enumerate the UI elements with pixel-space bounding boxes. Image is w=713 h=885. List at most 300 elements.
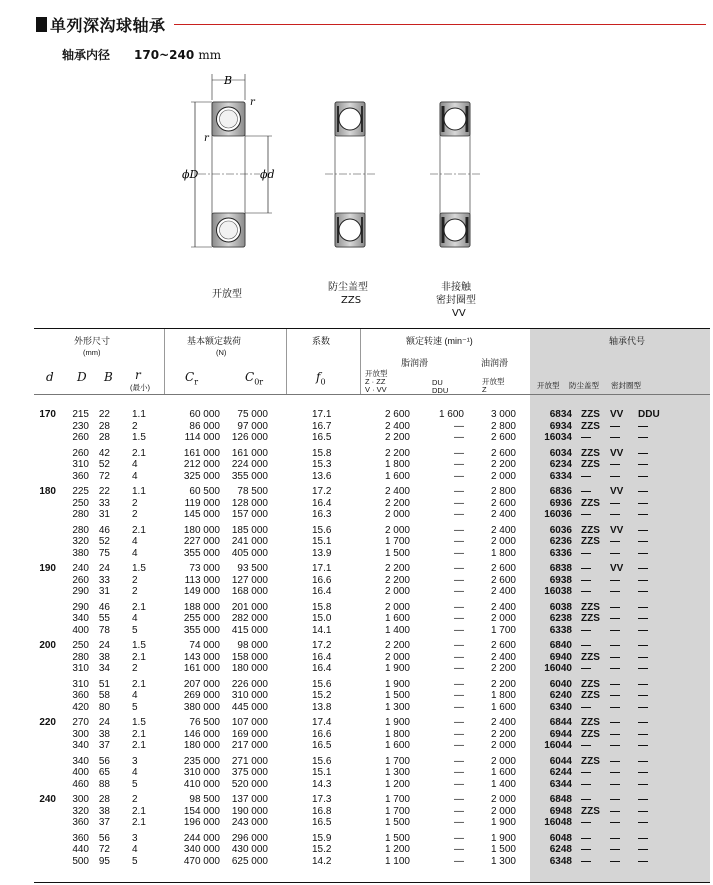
row-vv: VV	[610, 563, 624, 574]
header-factor: 系数	[312, 336, 331, 346]
row-Cr: 244 000	[183, 832, 220, 844]
header-f0: $f_0$	[316, 370, 326, 387]
row-grease-ddu: —	[454, 844, 464, 855]
row-code: 6938	[549, 574, 572, 586]
row-grease-open: 2 200	[384, 563, 410, 574]
row-B: 42	[98, 447, 110, 459]
row-oil: 2 000	[490, 536, 516, 547]
row-grease-ddu: —	[454, 728, 464, 740]
table-row	[34, 471, 710, 483]
header-load-unit: (N)	[216, 348, 227, 357]
row-B: 95	[98, 855, 110, 867]
row-zzs: ZZS	[581, 717, 600, 728]
row-D: 360	[72, 817, 89, 828]
row-ddu: —	[638, 563, 648, 574]
row-C0r: 126 000	[231, 432, 268, 443]
row-ddu: —	[638, 690, 648, 701]
row-grease-ddu: —	[454, 663, 464, 674]
header-code-open: 开放型	[537, 381, 560, 390]
row-d: 240	[39, 794, 56, 805]
row-Cr: 410 000	[183, 778, 220, 790]
row-vv: —	[610, 663, 620, 674]
row-B: 33	[98, 497, 110, 509]
row-zzs: ZZS	[581, 497, 600, 509]
row-vv: —	[610, 678, 620, 690]
row-D: 240	[72, 563, 89, 574]
row-grease-open: 2 000	[384, 524, 410, 536]
row-ddu: —	[638, 794, 648, 805]
row-grease-open: 1 200	[384, 778, 410, 790]
row-oil: 2 600	[490, 497, 516, 509]
row-Cr: 98 500	[189, 794, 220, 805]
row-B: 88	[98, 778, 110, 790]
row-grease-open: 2 200	[384, 574, 410, 586]
table-row	[34, 844, 710, 856]
row-B: 37	[98, 740, 110, 751]
table-row	[34, 575, 710, 587]
row-Cr: 255 000	[183, 613, 220, 624]
row-zzs: —	[581, 640, 591, 651]
row-C0r: 128 000	[231, 497, 268, 509]
row-Cr: 227 000	[183, 536, 220, 547]
table-row	[34, 652, 710, 664]
row-B: 31	[98, 509, 110, 520]
row-oil: 2 800	[490, 486, 516, 497]
row-code: 6340	[549, 701, 572, 713]
header-code-seal: 密封圈型	[611, 381, 641, 390]
row-oil: 2 000	[490, 613, 516, 624]
row-r: 4	[132, 767, 138, 778]
row-oil: 2 400	[490, 509, 516, 520]
header-dims-unit: (mm)	[83, 348, 101, 357]
row-oil: 2 200	[490, 678, 516, 690]
row-C0r: 375 000	[231, 767, 268, 778]
row-ddu: —	[638, 613, 648, 624]
row-code: 16040	[544, 663, 572, 674]
row-ddu: —	[638, 855, 648, 867]
row-grease-ddu: —	[454, 678, 464, 690]
row-grease-open: 1 300	[384, 701, 410, 713]
row-D: 250	[72, 497, 89, 509]
page-title: 单列深沟球轴承	[50, 15, 166, 35]
row-B: 24	[98, 563, 110, 574]
row-f0: 14.1	[312, 624, 332, 636]
row-Cr: 470 000	[183, 855, 220, 867]
caption-vv-3: VV	[452, 308, 466, 319]
row-grease-ddu: —	[454, 767, 464, 778]
row-code: 6244	[549, 767, 572, 778]
row-oil: 2 400	[490, 601, 516, 613]
header-code-shield: 防尘盖型	[569, 381, 599, 390]
row-grease-ddu: —	[454, 701, 464, 713]
row-oil: 1 300	[490, 855, 516, 867]
row-r: 2.1	[132, 817, 146, 828]
table-row	[34, 409, 710, 421]
header-r: r	[135, 368, 141, 382]
header-speed-unit: (min⁻¹)	[444, 336, 473, 346]
row-ddu: —	[638, 663, 648, 674]
row-D: 260	[72, 432, 89, 443]
row-code: 6344	[549, 778, 572, 790]
row-code: 6036	[549, 524, 572, 536]
row-D: 400	[72, 767, 89, 778]
row-vv: —	[610, 817, 620, 828]
row-zzs: ZZS	[581, 690, 600, 701]
row-ddu: —	[638, 524, 648, 536]
bore-range-value: 170~240	[134, 48, 195, 62]
row-B: 51	[98, 678, 110, 690]
row-B: 22	[98, 409, 110, 420]
row-grease-open: 1 600	[384, 470, 410, 482]
row-vv: —	[610, 690, 620, 701]
row-grease-ddu: —	[454, 536, 464, 547]
row-B: 75	[98, 547, 110, 559]
row-C0r: 75 000	[237, 409, 268, 420]
table-row	[34, 486, 710, 498]
row-Cr: 212 000	[183, 459, 220, 470]
row-zzs: ZZS	[581, 447, 600, 459]
row-grease-open: 1 700	[384, 536, 410, 547]
row-vv: —	[610, 717, 620, 728]
row-code: 6838	[549, 563, 572, 574]
row-vv: —	[610, 728, 620, 740]
row-Cr: 119 000	[184, 497, 220, 509]
row-code: 6234	[549, 459, 572, 470]
row-r: 1.1	[132, 409, 146, 420]
title-square-icon	[36, 17, 47, 32]
row-C0r: 415 000	[231, 624, 268, 636]
row-f0: 15.9	[312, 832, 332, 844]
row-r: 2.1	[132, 601, 146, 613]
row-r: 2	[132, 509, 138, 520]
row-Cr: 73 000	[189, 563, 220, 574]
row-f0: 16.4	[312, 651, 332, 663]
row-code: 6840	[549, 640, 572, 651]
header-r-min: (最小)	[130, 383, 150, 392]
row-C0r: 430 000	[231, 844, 268, 855]
row-grease-ddu: —	[454, 855, 464, 867]
row-code: 6334	[549, 470, 572, 482]
row-zzs: ZZS	[581, 459, 600, 470]
row-f0: 13.8	[312, 701, 332, 713]
row-oil: 1 600	[490, 767, 516, 778]
row-B: 80	[98, 701, 110, 713]
row-grease-ddu: —	[454, 601, 464, 613]
row-grease-ddu: —	[454, 794, 464, 805]
row-Cr: 149 000	[183, 586, 220, 597]
row-f0: 15.1	[312, 536, 332, 547]
row-grease-open: 1 500	[384, 547, 410, 559]
row-grease-ddu: —	[454, 755, 464, 767]
row-zzs: —	[581, 624, 591, 636]
row-oil: 1 700	[490, 624, 516, 636]
row-Cr: 154 000	[183, 805, 220, 817]
row-r: 5	[132, 624, 138, 636]
header-divider	[286, 329, 287, 394]
row-ddu: —	[638, 624, 648, 636]
table-row	[34, 779, 710, 791]
row-grease-open: 2 400	[384, 420, 410, 432]
row-grease-ddu: —	[454, 497, 464, 509]
row-r: 2.1	[132, 524, 146, 536]
table-row	[34, 756, 710, 768]
row-f0: 16.5	[312, 740, 332, 751]
row-grease-open: 2 400	[384, 486, 410, 497]
row-oil: 2 200	[490, 663, 516, 674]
row-Cr: 340 000	[183, 844, 220, 855]
row-ddu: —	[638, 447, 648, 459]
row-grease-ddu: —	[454, 420, 464, 432]
row-Cr: 196 000	[183, 817, 220, 828]
row-B: 28	[98, 794, 110, 805]
table-row	[34, 548, 710, 560]
row-vv: —	[610, 701, 620, 713]
row-C0r: 180 000	[231, 663, 268, 674]
row-grease-open: 1 700	[384, 794, 410, 805]
label-outer-diameter: ϕD	[182, 168, 199, 181]
table-row	[34, 663, 710, 675]
row-D: 360	[72, 690, 89, 701]
row-oil: 2 600	[490, 432, 516, 443]
row-D: 360	[72, 832, 89, 844]
row-r: 2.1	[132, 447, 146, 459]
header-oil-open-2: Z	[482, 385, 487, 394]
row-Cr: 355 000	[183, 547, 220, 559]
row-f0: 15.0	[312, 613, 332, 624]
caption-vv-2: 密封圈型	[436, 295, 476, 306]
header-du: DU	[432, 378, 443, 387]
row-grease-ddu: —	[454, 717, 464, 728]
row-C0r: 78 500	[237, 486, 268, 497]
row-D: 280	[72, 524, 89, 536]
row-D: 290	[72, 586, 89, 597]
row-r: 2	[132, 663, 138, 674]
row-zzs: —	[581, 794, 591, 805]
row-vv: VV	[610, 486, 624, 497]
row-D: 500	[72, 855, 89, 867]
row-f0: 15.6	[312, 755, 332, 767]
row-B: 31	[98, 586, 110, 597]
row-grease-open: 1 500	[384, 832, 410, 844]
vv-bearing-drawing	[430, 102, 480, 247]
row-D: 310	[72, 663, 89, 674]
row-vv: —	[610, 651, 620, 663]
row-r: 2.1	[132, 678, 146, 690]
row-grease-ddu: —	[454, 563, 464, 574]
table-row	[34, 767, 710, 779]
row-oil: 2 200	[490, 459, 516, 470]
row-B: 52	[98, 459, 110, 470]
header-d: d	[46, 370, 54, 384]
row-C0r: 282 000	[231, 613, 268, 624]
title-rule	[174, 24, 706, 25]
row-vv: —	[610, 794, 620, 805]
table-row	[34, 536, 710, 548]
header-code: 轴承代号	[609, 336, 646, 346]
row-B: 58	[98, 690, 110, 701]
table-row	[34, 833, 710, 845]
row-zzs: —	[581, 586, 591, 597]
row-code: 16048	[544, 817, 572, 828]
row-C0r: 201 000	[231, 601, 268, 613]
row-C0r: 98 000	[237, 640, 268, 651]
row-code: 6238	[549, 613, 572, 624]
row-D: 215	[72, 409, 89, 420]
open-bearing-drawing	[191, 74, 272, 247]
row-grease-open: 1 200	[384, 844, 410, 855]
row-B: 38	[98, 728, 110, 740]
row-vv: —	[610, 640, 620, 651]
row-code: 6338	[549, 624, 572, 636]
row-grease-open: 2 000	[384, 651, 410, 663]
row-B: 24	[98, 717, 110, 728]
row-zzs: —	[581, 547, 591, 559]
row-f0: 16.4	[312, 663, 332, 674]
row-D: 300	[72, 794, 89, 805]
row-Cr: 180 000	[183, 740, 220, 751]
caption-vv-1: 非接触	[441, 282, 471, 293]
row-f0: 15.6	[312, 678, 332, 690]
row-zzs: ZZS	[581, 601, 600, 613]
row-code: 6944	[549, 728, 572, 740]
row-C0r: 217 000	[231, 740, 268, 751]
header-divider	[360, 329, 361, 394]
table-row	[34, 586, 710, 598]
row-f0: 16.6	[312, 574, 332, 586]
row-grease-open: 1 800	[384, 459, 410, 470]
row-D: 320	[72, 805, 89, 817]
row-B: 72	[98, 844, 110, 855]
row-oil: 2 400	[490, 586, 516, 597]
header-oil: 油润滑	[481, 358, 509, 368]
row-Cr: 355 000	[183, 624, 220, 636]
row-r: 4	[132, 459, 138, 470]
row-grease-ddu: —	[454, 640, 464, 651]
table-row	[34, 459, 710, 471]
row-D: 280	[72, 509, 89, 520]
row-D: 440	[72, 844, 89, 855]
row-f0: 16.3	[312, 509, 332, 520]
row-C0r: 190 000	[231, 805, 268, 817]
table-row	[34, 509, 710, 521]
row-B: 55	[98, 613, 110, 624]
row-vv: —	[610, 497, 620, 509]
row-vv: —	[610, 536, 620, 547]
row-code: 16038	[544, 586, 572, 597]
row-ddu: —	[638, 459, 648, 470]
row-d: 190	[39, 563, 56, 574]
row-vv: —	[610, 624, 620, 636]
row-ddu: —	[638, 601, 648, 613]
row-grease-ddu: —	[454, 447, 464, 459]
table-row	[34, 702, 710, 714]
row-r: 4	[132, 844, 138, 855]
row-C0r: 161 000	[231, 447, 268, 459]
row-vv: —	[610, 805, 620, 817]
row-vv: —	[610, 755, 620, 767]
row-oil: 2 000	[490, 805, 516, 817]
row-ddu: —	[638, 767, 648, 778]
row-grease-open: 1 300	[384, 767, 410, 778]
row-oil: 2 000	[490, 794, 516, 805]
row-r: 4	[132, 547, 138, 559]
row-Cr: 180 000	[183, 524, 220, 536]
row-B: 28	[98, 420, 110, 432]
row-ddu: —	[638, 717, 648, 728]
row-vv: —	[610, 844, 620, 855]
row-oil: 2 000	[490, 755, 516, 767]
row-r: 3	[132, 755, 138, 767]
row-grease-open: 1 400	[384, 624, 410, 636]
row-grease-ddu: —	[454, 805, 464, 817]
row-zzs: —	[581, 817, 591, 828]
row-grease-ddu: —	[454, 817, 464, 828]
row-ddu: —	[638, 740, 648, 751]
row-zzs: —	[581, 574, 591, 586]
row-B: 56	[98, 755, 110, 767]
row-grease-ddu: —	[454, 613, 464, 624]
row-oil: 2 000	[490, 470, 516, 482]
row-Cr: 86 000	[189, 420, 220, 432]
row-grease-ddu: —	[454, 509, 464, 520]
row-vv: —	[610, 855, 620, 867]
row-grease-ddu: —	[454, 524, 464, 536]
row-zzs: —	[581, 832, 591, 844]
row-D: 260	[72, 447, 89, 459]
row-grease-ddu: —	[454, 778, 464, 790]
row-f0: 15.2	[312, 690, 332, 701]
row-Cr: 235 000	[183, 755, 220, 767]
row-oil: 2 400	[490, 524, 516, 536]
row-zzs: —	[581, 470, 591, 482]
row-C0r: 625 000	[231, 855, 268, 867]
row-C0r: 296 000	[231, 832, 268, 844]
table-row	[34, 421, 710, 433]
row-ddu: —	[638, 586, 648, 597]
row-C0r: 127 000	[231, 574, 268, 586]
row-oil: 1 400	[490, 778, 516, 790]
row-code: 6836	[549, 486, 572, 497]
row-r: 2	[132, 574, 138, 586]
row-vv: —	[610, 547, 620, 559]
table-row	[34, 432, 710, 444]
row-B: 46	[98, 601, 110, 613]
row-oil: 3 000	[490, 409, 516, 420]
row-f0: 15.3	[312, 459, 332, 470]
row-f0: 15.8	[312, 447, 332, 459]
row-D: 420	[72, 701, 89, 713]
row-ddu: —	[638, 844, 648, 855]
row-zzs: —	[581, 701, 591, 713]
row-f0: 17.2	[312, 486, 332, 497]
row-B: 52	[98, 536, 110, 547]
row-ddu: —	[638, 497, 648, 509]
row-grease-ddu: —	[454, 651, 464, 663]
row-Cr: 188 000	[183, 601, 220, 613]
row-Cr: 161 000	[183, 663, 220, 674]
row-ddu: DDU	[638, 409, 660, 420]
row-Cr: 380 000	[183, 701, 220, 713]
row-grease-open: 2 200	[384, 640, 410, 651]
header-oil-open-1: 开放型	[482, 377, 505, 386]
row-C0r: 169 000	[231, 728, 268, 740]
row-f0: 15.8	[312, 601, 332, 613]
row-Cr: 114 000	[184, 432, 220, 443]
row-zzs: —	[581, 778, 591, 790]
row-D: 250	[72, 640, 89, 651]
header-divider	[164, 329, 165, 394]
row-vv: —	[610, 420, 620, 432]
